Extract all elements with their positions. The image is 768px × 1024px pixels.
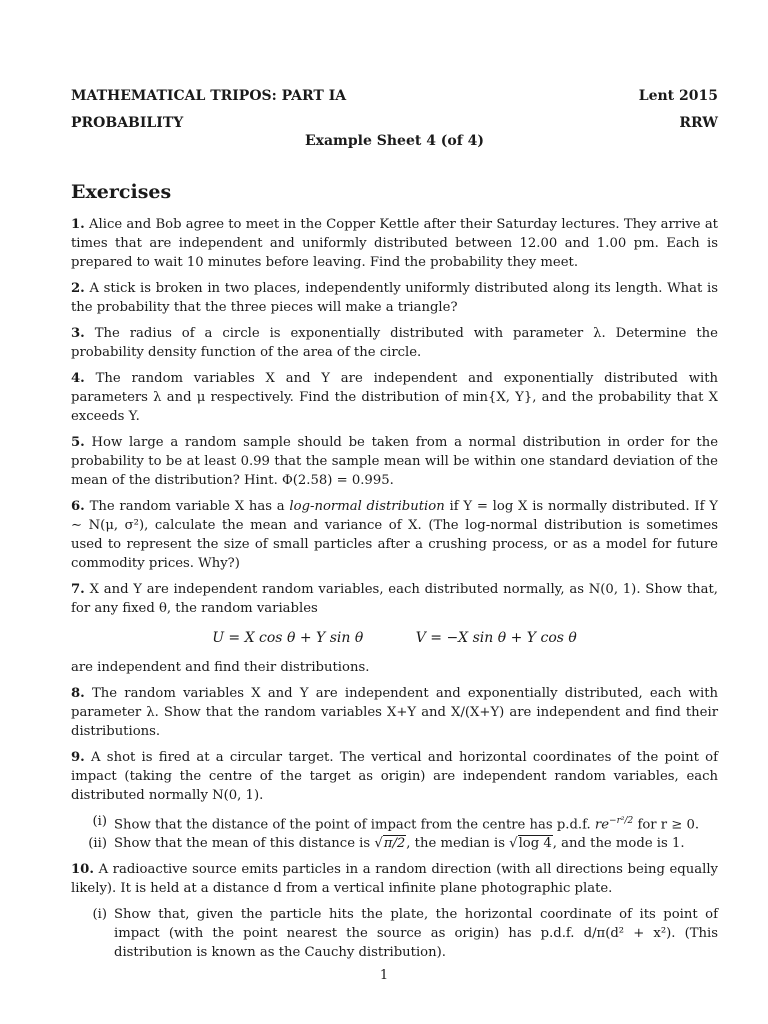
sheet-title: Example Sheet 4 (of 4) xyxy=(304,133,485,149)
subpart-label: (i) xyxy=(92,907,107,923)
problem-6 xyxy=(71,497,718,573)
problem-7-continued: are independent and find their distributions. xyxy=(71,660,370,675)
problem-text: X and Y are independent random variables, each distributed normally, as N(0, 1). Show that, for any fixed θ, the random variables xyxy=(71,582,718,616)
problem-5 xyxy=(71,433,718,490)
subpart-text: Show that, given the particle hits the plate, the horizontal coordinate of its point of impact (with the point nearest the source as origin) has p.d.f. d/π(d² + x²). (This distribution is known as the Cauchy distribution). xyxy=(114,907,718,961)
subject-title: PROBABILITY xyxy=(71,115,184,131)
problem-3 xyxy=(71,324,718,362)
problem-7 xyxy=(71,580,718,618)
subpart-label: (ii) xyxy=(88,836,107,852)
subpart-text-a: Show that the mean of this distance is √ xyxy=(114,836,383,852)
problem-number: 2. xyxy=(71,281,85,296)
subpart-ii xyxy=(79,834,718,853)
course-title: MATHEMATICAL TRIPOS: PART IA xyxy=(71,88,347,104)
author-initials: RRW xyxy=(679,115,718,131)
problem-number: 9. xyxy=(71,750,85,765)
page-number: 1 xyxy=(379,968,389,983)
problem-number: 4. xyxy=(71,371,85,386)
subpart-text-a: Show that the distance of the point of impact from the centre has p.d.f. xyxy=(114,817,595,833)
equation-uv xyxy=(71,630,718,646)
header-row-1 xyxy=(71,87,718,114)
problem-text: The random variables X and Y are independent and exponentially distributed, each with parameter λ. Show that the random variables X+Y and X/(X+Y) are independent and find their distributions. xyxy=(71,686,718,739)
pdf-expression: re xyxy=(594,817,610,833)
log-normal-term: log-normal distribution xyxy=(289,499,445,514)
problem-9-parts xyxy=(79,812,718,853)
problem-number: 10. xyxy=(71,862,94,878)
subpart-i xyxy=(79,905,718,962)
problem-1 xyxy=(71,215,718,272)
problem-number: 8. xyxy=(71,686,85,701)
subpart-i xyxy=(79,812,718,834)
problem-2 xyxy=(71,279,718,317)
equation-u: U = X cos θ + Y sin θ xyxy=(212,630,364,646)
subpart-text xyxy=(114,812,718,834)
problem-text: A shot is fired at a circular target. The vertical and horizontal coordinates of the point of impact (taking the centre of the target as origin) are independent random variables, each distributed normally N(0, 1). xyxy=(71,750,718,803)
section-title: Exercises xyxy=(71,181,172,203)
problem-text: Alice and Bob agree to meet in the Copper Kettle after their Saturday lectures. They arrive at times that are independent and uniformly distributed between 12.00 and 1.00 pm. Each is prepared to wait 10 minutes before leaving. Find the probability they meet. xyxy=(71,217,718,270)
subpart-text-c: for r ≥ 0. xyxy=(633,817,700,833)
problem-4 xyxy=(71,369,718,426)
problem-8 xyxy=(71,684,718,741)
subpart-text-b: , the median is √ xyxy=(406,836,518,852)
equation-v: V = −X sin θ + Y cos θ xyxy=(415,630,577,646)
problem-number: 5. xyxy=(71,435,85,450)
problem-text: The radius of a circle is exponentially distributed with parameter λ. Determine the probability density function of the area of the circle. xyxy=(71,326,718,360)
problem-number: 1. xyxy=(71,217,85,232)
subpart-label: (i) xyxy=(92,814,107,829)
problem-9 xyxy=(71,748,718,805)
problem-text-b: if Y = log X is normally distributed. If Y ∼ N(μ, σ²), calculate the mean and variance of X. (The log-normal distribution is sometimes used to represent the size of small particles after a crushing process, or as a model for future commodity prices. Why?) xyxy=(71,499,719,571)
mean-radicand: π/2 xyxy=(383,836,406,852)
term-label: Lent 2015 xyxy=(638,88,718,104)
problem-number: 3. xyxy=(71,326,85,341)
problem-10-parts xyxy=(79,905,718,962)
median-radicand: log 4 xyxy=(518,836,552,852)
problem-text-a: The random variable X has a xyxy=(89,499,290,514)
problem-text: How large a random sample should be taken from a normal distribution in order for the probability to be at least 0.99 that the sample mean will be within one standard deviation of the mean of the distribution? Hint. Φ(2.58) = 0.995. xyxy=(71,435,718,488)
subpart-text xyxy=(114,834,718,853)
problem-text: A radioactive source emits particles in a random direction (with all directions being equally likely). It is held at a distance d from a vertical infinite plane photographic plate. xyxy=(71,862,718,897)
document-page xyxy=(71,87,718,962)
problem-number: 7. xyxy=(71,582,85,597)
problem-10 xyxy=(71,860,718,898)
problem-text: A stick is broken in two places, independently uniformly distributed along its length. What is the probability that the three pieces will make a triangle? xyxy=(71,281,718,315)
subpart-text-c: , and the mode is 1. xyxy=(552,836,685,852)
problem-text: The random variables X and Y are independent and exponentially distributed with parameters λ and μ respectively. Find the distribution of min{X, Y}, and the probability that X exceeds Y. xyxy=(71,371,718,424)
problem-number: 6. xyxy=(71,499,85,514)
pdf-exponent: −r²/2 xyxy=(609,816,634,826)
